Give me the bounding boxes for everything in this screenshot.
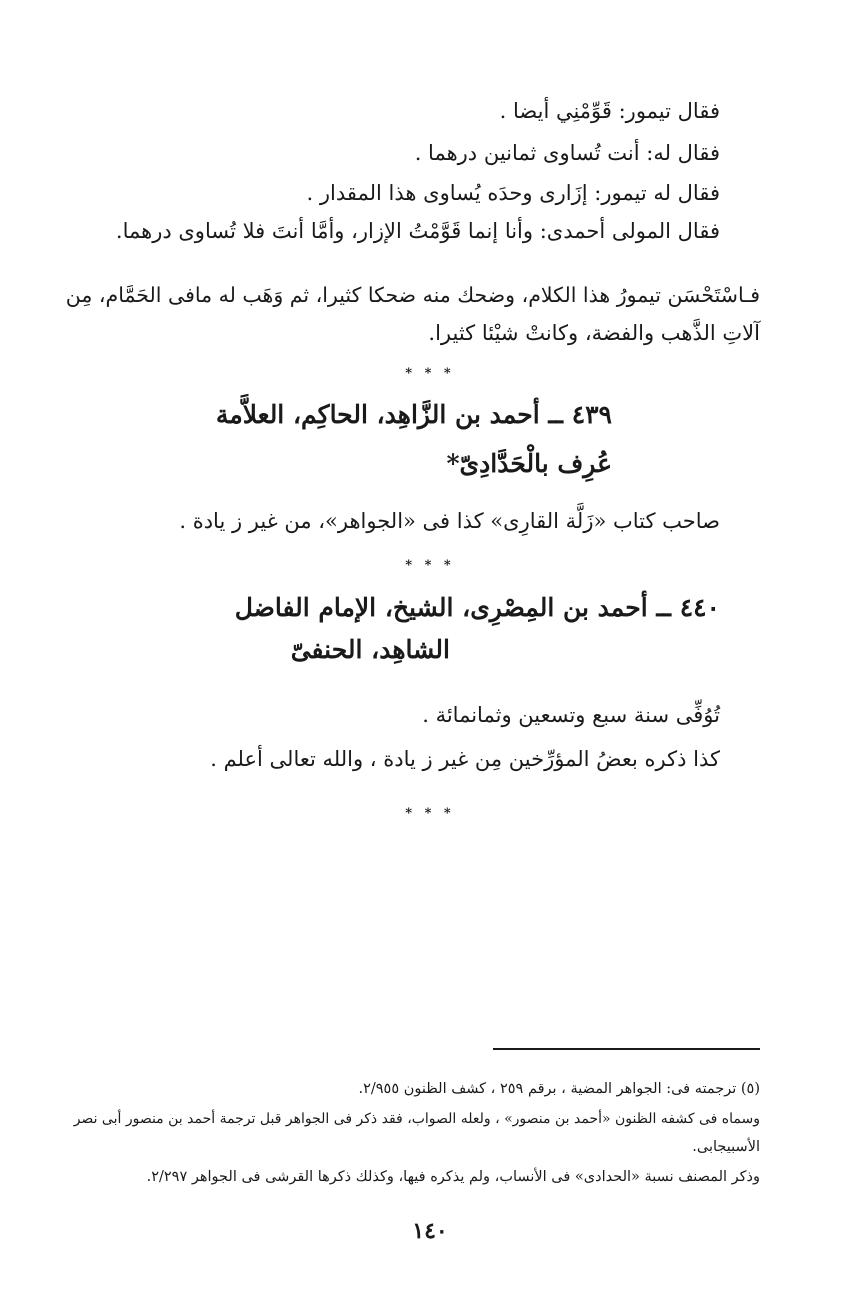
footnote: (٥) ترجمته فى: الجواهر المضية ، برقم ٢٥٩ ، كشف الظنون ٢/٩٥٥. [358, 1081, 760, 1097]
section-separator: * * * [405, 366, 455, 381]
footnote: الأسبيجابى. [692, 1139, 760, 1155]
entry-439-subtitle: عُرِف بالْحَدَّادِىّ* [446, 449, 612, 478]
section-separator: * * * [405, 558, 455, 573]
entry-440-text: تُوُفِّى سنة سبع وتسعين وثمانمائة . [422, 703, 720, 727]
dialogue-line: فقال المولى أحمدى: وأنا إنما قَوَّمْتُ الإزار، وأمَّا أنتَ فلا تُساوى درهما. [115, 219, 720, 243]
entry-439-text: صاحب كتاب «زَلَّة القارِى» كذا فى «الجواهر»، من غير ز يادة . [179, 509, 720, 533]
dialogue-line: فقال تيمور: قَوِّمْنِي أيضا . [499, 99, 720, 123]
footnote: وسماه فى كشفه الظنون «أحمد بن منصور» ، ولعله الصواب، فقد ذكر فى الجواهر قبل ترجمة أحمد بن منصور أبى نصر [73, 1111, 760, 1127]
page-number: ١٤٠ [412, 1218, 448, 1244]
footnote: وذكر المصنف نسبة «الحدادى» فى الأنساب، ولم يذكره فيها، وكذلك ذكرها القرشى فى الجواهر ٢/٢٩٧. [146, 1169, 760, 1185]
dialogue-line: فقال له تيمور: إزَارى وحدَه يُساوى هذا المقدار . [306, 181, 720, 205]
entry-440-subtitle: الشاهِد، الحنفىّ [290, 635, 450, 664]
entry-440-title: ٤٤٠ ــ أحمد بن المِصْرِى، الشيخ، الإمام الفاضل [234, 593, 720, 622]
footnote-divider [493, 1048, 760, 1050]
dialogue-line: فقال له: أنت تُساوى ثمانين درهما . [414, 141, 720, 165]
entry-440-text: كذا ذكره بعضُ المؤرِّخين مِن غير ز يادة ، والله تعالى أعلم . [210, 747, 720, 771]
paragraph-line: آلاتِ الذَّهب والفضة، وكانتْ شيْئا كثيرا. [428, 321, 760, 345]
entry-439-title: ٤٣٩ ــ أحمد بن الزَّاهِد، الحاكِم، العلاَّمة [215, 400, 612, 429]
paragraph-line: فـاسْتَحْسَن تيمورُ هذا الكلام، وضحك منه ضحكا كثيرا، ثم وَهَب له مافى الحَمَّام، مِن [65, 283, 760, 307]
section-separator: * * * [405, 806, 455, 821]
